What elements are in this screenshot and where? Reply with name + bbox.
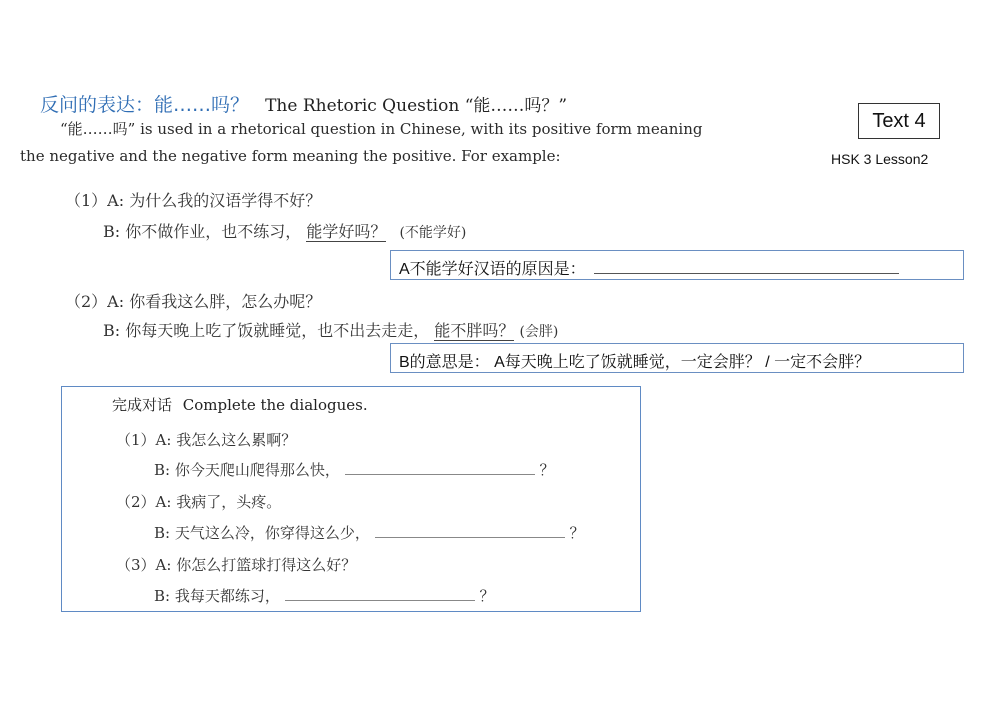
intro-line-2: the negative and the negative form meaning the positive. For example: [20, 147, 561, 165]
exercise-3-qmark: ？ [479, 587, 495, 605]
answer-box-1[interactable] [390, 250, 964, 280]
exercise-2-blank[interactable] [375, 523, 565, 538]
example-1-a [65, 188, 321, 211]
exercise-1-b-prefix: B: [154, 461, 171, 479]
exercise-3-a-text: 你怎么打篮球打得这么好？ [176, 556, 357, 574]
exercise-1-a-text: 我怎么这么累啊？ [176, 431, 297, 449]
example-2-a [65, 289, 321, 312]
exercise-2-a [116, 491, 281, 512]
example-2-b-prefix: B: [103, 321, 121, 340]
example-1-b-note: (不能学好) [399, 225, 467, 241]
exercise-title-en: Complete the dialogues. [182, 396, 368, 414]
example-1-b [103, 219, 466, 242]
example-2-a-text: 你看我这么胖，怎么办呢？ [129, 292, 322, 311]
example-1-b-emph: 能学好吗？ [306, 222, 387, 241]
exercise-2-a-text: 我病了，头疼。 [176, 493, 282, 511]
example-1-a-text: 为什么我的汉语学得不好？ [129, 191, 322, 210]
exercise-box [61, 386, 641, 612]
exercise-1-b-text: 你今天爬山爬得那么快， [174, 461, 340, 479]
exercise-1-a-prefix: （1）A: [116, 431, 172, 449]
exercise-1-qmark: ？ [539, 461, 555, 479]
example-1-a-prefix: （1）A: [65, 191, 125, 210]
exercise-3-blank[interactable] [285, 586, 475, 601]
answer-2-text: B的意思是： A每天晚上吃了饭就睡觉，一定会胖？ / 一定不会胖？ [399, 354, 871, 371]
exercise-title-cn: 完成对话 [112, 396, 173, 414]
example-1-b-prefix: B: [103, 222, 121, 241]
exercise-2-b-prefix: B: [154, 524, 171, 542]
exercise-title [112, 394, 368, 415]
heading-cn: 反问的表达：能……吗？ [40, 94, 250, 116]
example-1-b-text: 你不做作业，也不练习， [125, 222, 302, 241]
example-2-a-prefix: （2）A: [65, 292, 125, 311]
exercise-1-b [154, 459, 554, 480]
answer-1-blank[interactable] [594, 257, 899, 274]
lesson-label: HSK 3 Lesson2 [831, 151, 929, 167]
exercise-3-b [154, 585, 494, 606]
exercise-3-a [116, 554, 356, 575]
exercise-2-b [154, 522, 584, 543]
example-2-b [103, 318, 558, 341]
exercise-1-a [116, 429, 296, 450]
exercise-1-blank[interactable] [345, 460, 535, 475]
exercise-3-b-text: 我每天都练习， [174, 587, 280, 605]
text-label: Text 4 [872, 109, 926, 132]
example-2-b-emph: 能不胖吗？ [434, 321, 515, 340]
exercise-2-a-prefix: （2）A: [116, 493, 172, 511]
answer-box-2[interactable] [390, 343, 964, 373]
example-2-b-text: 你每天晚上吃了饭就睡觉，也不出去走走， [125, 321, 430, 340]
intro-line-1: “能……吗” is used in a rhetorical question in Chinese, with its positive form meaning [60, 120, 703, 138]
example-2-b-note: (会胖) [519, 324, 559, 340]
exercise-3-b-prefix: B: [154, 587, 171, 605]
exercise-3-a-prefix: （3）A: [116, 556, 172, 574]
answer-1-prompt: A不能学好汉语的原因是： [399, 261, 586, 278]
text-label-box [858, 103, 940, 139]
heading-en: The Rhetoric Question “能……吗？” [265, 96, 568, 116]
exercise-2-b-text: 天气这么冷，你穿得这么少， [174, 524, 370, 542]
exercise-2-qmark: ？ [569, 524, 585, 542]
section-heading [40, 90, 567, 117]
